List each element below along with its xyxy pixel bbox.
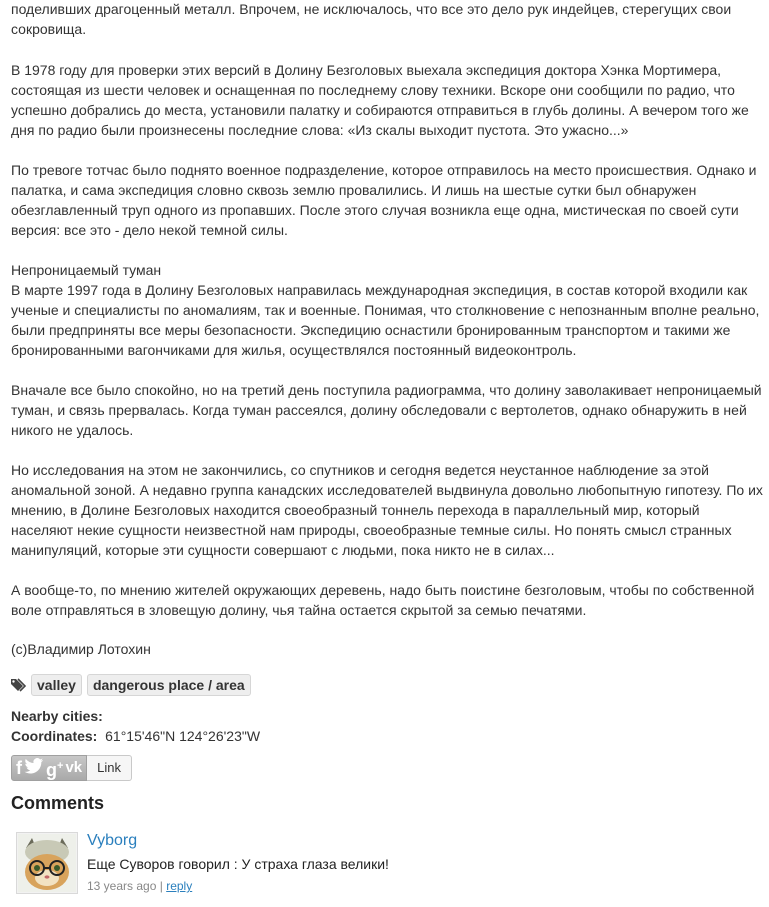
share-bar [11, 755, 132, 781]
twitter-icon[interactable] [24, 756, 44, 780]
comment-item [16, 832, 756, 896]
share-icons [11, 755, 87, 781]
comment-text: Еще Суворов говорил : У страха глаза велики! [87, 856, 389, 872]
reply-link[interactable]: reply [166, 879, 193, 893]
article-author: (c)Владимир Лотохин [11, 641, 151, 657]
coords-label: Coordinates: [11, 728, 98, 744]
facebook-icon[interactable]: f [16, 758, 22, 778]
coordinates [11, 728, 260, 744]
cat-avatar-image [18, 834, 76, 892]
nearby-label: Nearby cities: [11, 708, 103, 724]
tag-valley[interactable]: valley [31, 674, 82, 696]
vk-icon[interactable]: vk [65, 759, 83, 776]
tags-icon [11, 678, 27, 692]
article-paragraph: поделивших драгоценный металл. Впрочем, не исключалось, что все это дело рук индейцев, стерегущих свои сокровища. [11, 1, 732, 37]
article-paragraph: Вначале все было спокойно, но на третий день поступила радиограмма, что долину заволакивает непроницаемый туман, и связь прервалась. Когда туман рассеялся, долину обследовали с вертолетов, однако обнаружить в ней никого не удалось. [11, 382, 762, 438]
article-paragraph: А вообще-то, по мнению жителей окружающих деревень, надо быть поистине безголовым, чтобы по собственной воле отправляться в зловещую долину, чья тайна остается скрытой за семью печатями. [11, 582, 755, 618]
article-paragraph: По тревоге тотчас было поднято военное подразделение, которое отправилось на место происшествия. Однако и палатка, и сама экспедиция словно сквозь землю провалились. И лишь на шестые сутки был обнаружен обезглавленный труп одного из пропавших. После этого случая возникла еще одна, мистическая по своей сути версия: все это - дело некой темной силы. [11, 162, 757, 238]
tag-list [11, 674, 256, 696]
comment-age: 13 years ago [87, 879, 157, 893]
comment-author-link[interactable]: Vyborg [87, 832, 138, 849]
comments-title: Comments [11, 793, 105, 813]
coords-value: 61°15'46"N 124°26'23"W [105, 728, 261, 744]
google-plus-icon[interactable]: g+ [46, 760, 64, 780]
article-paragraph: В 1978 году для проверки этих версий в Долину Безголовых выехала экспедиция доктора Хэнка Мортимера, состоящая из шести человек и оснащенная по последнему слову техники. Вскоре они сообщили по радио, что успешно добрались до места, установили палатку и собираются отправиться в глубь долины. А вечером того же дня по радио были произнесены последние слова: «Из скалы выходит пустота. Это ужасно...» [11, 62, 749, 138]
section-heading: Непроницаемый туман [11, 262, 162, 278]
comment-separator: | [159, 879, 163, 893]
avatar[interactable] [16, 832, 78, 894]
article-paragraph: Но исследования на этом не закончились, со спутников и сегодня ведется неустанное наблюдение за этой аномальной зоной. А недавно группа канадских исследователей выдвинула довольно любопытную гипотезу. По их мнению, в Долине Безголовых находится своеобразный тоннель перехода в параллельный мир, который населяют некие сущности неизвестной нам природы, своеобразные темные силы. Но понять смысл странных манипуляций, которые эти сущности совершают с людьми, пока никто не в силах... [11, 462, 763, 558]
tag-dangerous-place[interactable]: dangerous place / area [87, 674, 251, 696]
article-paragraph: В марте 1997 года в Долину Безголовых направилась международная экспедиция, в состав которой входили как ученые и специалисты по аномалиям, так и военные. Понимая, что столкновение с непознанным вполне реально, были предприняты все меры безопасности. Экспедицию оснастили бронированным транспортом и такими же бронированными вагончиками для жилья, осуществлялся постоянный видеоконтроль. [11, 282, 760, 358]
comment-meta [87, 879, 192, 893]
share-link-button[interactable]: Link [87, 755, 132, 781]
article-section [11, 260, 763, 360]
nearby-cities [11, 708, 103, 724]
